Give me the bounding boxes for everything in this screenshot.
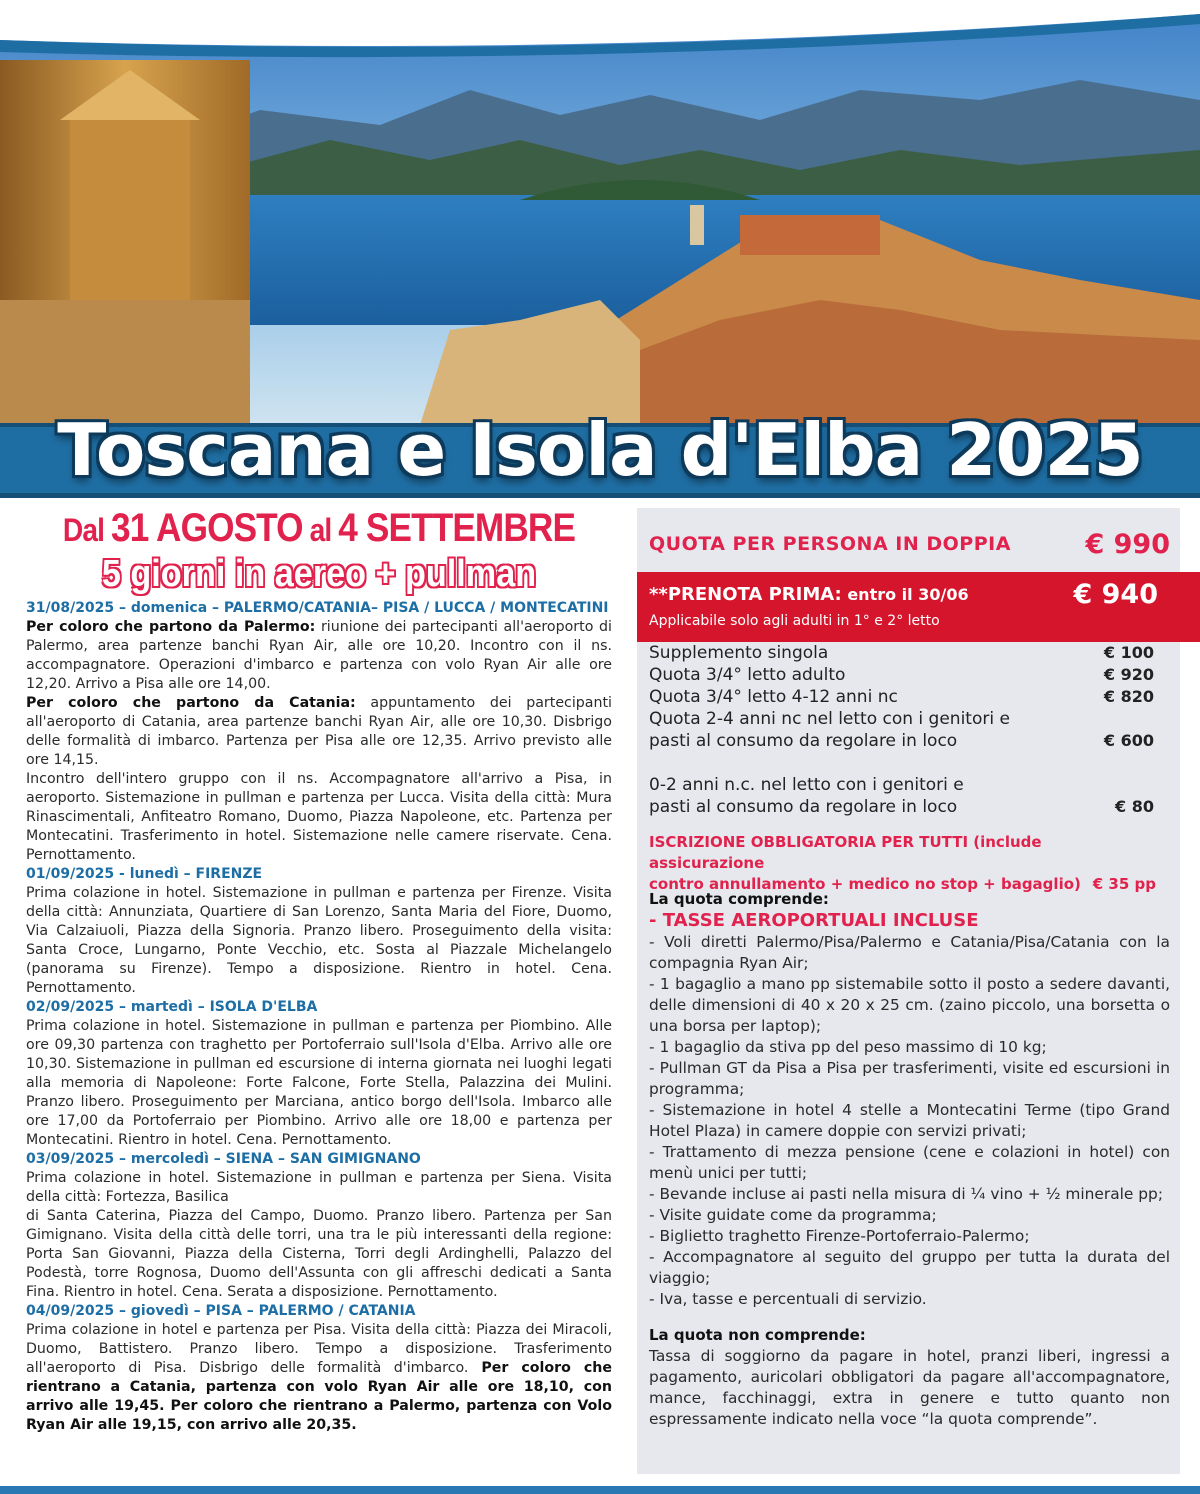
supplement-label: Supplemento singola xyxy=(649,643,829,663)
includes-item: - Biglietto traghetto Firenze-Portoferraio-Palermo; xyxy=(649,1227,1030,1245)
registration-line: contro annullamento + medico no stop + bagaglio) xyxy=(649,875,1081,893)
day-heading: 01/09/2025 - lunedì – FIRENZE xyxy=(26,866,263,882)
supplement-value: € 920 xyxy=(1103,665,1154,684)
date-connector: al xyxy=(302,512,339,548)
supplement-row xyxy=(649,708,1154,730)
promo-label xyxy=(649,583,969,607)
airport-taxes-note: - TASSE AEROPORTUALI INCLUSE xyxy=(649,910,979,931)
includes-item: - 1 bagaglio da stiva pp del peso massimo di 10 kg; xyxy=(649,1038,1047,1056)
not-included-text: Tassa di soggiorno da pagare in hotel, pranzi liberi, ingressi a pagamento, auricolari obbligatori da pagare all'accompagnatore, mance, facchinaggi, extra in genere e tutto quanto non espressamente indicato nella voce “la quota comprende”. xyxy=(649,1347,1170,1428)
includes-item: - Voli diretti Palermo/Pisa/Palermo e Catania/Pisa/Catania con la compagnia Ryan Air; xyxy=(649,933,1170,972)
day-paragraph: Incontro dell'intero gruppo con il ns. Accompagnatore all'arrivo a Pisa, in aeroporto. Sistemazione in pullman e partenza per Lucca. Visita della città: Mura Rinascimentali, Anfiteatro Romano, Duomo, Piazza Napoleone, etc. Partenza per Montecatini. Trasferimento in hotel. Sistemazione nelle camere riservate. Cena. Pernottamento. xyxy=(26,771,612,863)
end-date: 4 SETTEMBRE xyxy=(338,506,576,550)
includes-heading: La quota comprende: xyxy=(649,890,829,908)
includes-item: - Bevande incluse ai pasti nella misura di ¼ vino + ½ minerale pp; xyxy=(649,1185,1164,1203)
quota-price: € 990 xyxy=(1085,528,1170,560)
supplement-row xyxy=(649,774,1154,796)
day-text: riunione dei partecipanti all'aeroporto di Palermo, area partenze banchi Ryan Air, alle ore 10,20. Incontro con il ns. accompagnatore. Operazioni d'imbarco e partenza con volo Ryan Air alle ore 12,20. Arrivo a Pisa alle ore 14,00. xyxy=(26,619,612,692)
supplement-label: Quota 2-4 anni nc nel letto con i genitori e xyxy=(649,709,1010,729)
includes-item: - Sistemazione in hotel 4 stelle a Montecatini Terme (tipo Grand Hotel Plaza) in camere doppie con servizi privati; xyxy=(649,1101,1170,1140)
day-text: appuntamento dei partecipanti all'aeroporto di Catania, area partenze banchi Ryan Air, alle ore 10,30. Disbrigo delle formalità di imbarco. Partenza per Pisa alle ore 12,35. Arrivo previsto alle ore 14,15. xyxy=(26,695,612,768)
supplement-row xyxy=(649,730,1154,752)
supplement-value: € 80 xyxy=(1115,797,1154,816)
day-heading: 31/08/2025 – domenica – PALERMO/CATANIA– PISA / LUCCA / MONTECATINI xyxy=(26,600,609,616)
itinerary-text xyxy=(26,599,612,1435)
supplement-label: pasti al consumo da regolare in loco xyxy=(649,797,958,817)
includes-item: - Accompagnatore al seguito del gruppo per tutta la durata del viaggio; xyxy=(649,1248,1170,1287)
day-paragraph xyxy=(26,694,612,770)
supplement-value: € 600 xyxy=(1103,731,1154,750)
includes-section xyxy=(649,888,1170,1430)
supplement-row xyxy=(649,686,1154,708)
day-text: Prima colazione in hotel e partenza per Pisa. Visita della città: Piazza dei Miracoli, Duomo, Battistero. Pranzo libero. Tempo a disposizione. Trasferimento all'aeroporto di Pisa. Disbrigo delle formalità d'imbarco. xyxy=(26,1322,612,1376)
day-heading: 02/09/2025 – martedì – ISOLA D'ELBA xyxy=(26,999,318,1015)
quota-label: QUOTA PER PERSONA IN DOPPIA xyxy=(649,533,1011,555)
supplement-value: € 820 xyxy=(1103,687,1154,706)
day-paragraph: Prima colazione in hotel. Sistemazione in pullman e partenza per Firenze. Visita della città: Annunziata, Quartiere di San Lorenzo, Santa Maria del Fiore, Duomo, Via Calzaiuoli, Piazza della Signoria. Pranzo libero. Proseguimento della visita: Santa Croce, Lungarno, Ponte Vecchio, etc. Sosta al Piazzale Michelangelo (panorama su Firenze). Tempo a disposizione. Rientro in hotel. Cena. Pernottamento. xyxy=(26,885,612,996)
date-range xyxy=(61,505,577,553)
landscape-photo-icon xyxy=(0,0,1200,425)
supplement-row xyxy=(649,642,1154,664)
includes-item: - Iva, tasse e percentuali di servizio. xyxy=(649,1290,927,1308)
registration-line: ISCRIZIONE OBBLIGATORIA PER TUTTI (include assicurazione xyxy=(649,833,1042,872)
supplement-label: 0-2 anni n.c. nel letto con i genitori e xyxy=(649,775,964,795)
day-paragraph: Prima colazione in hotel. Sistemazione in pullman e partenza per Siena. Visita della città: Fortezza, Basilica xyxy=(26,1170,612,1205)
registration-fee xyxy=(649,832,1156,895)
day-bold: Per coloro che partono da Catania: xyxy=(26,695,356,711)
itinerary-column xyxy=(26,505,612,1435)
supplement-label: Quota 3/4° letto adulto xyxy=(649,665,846,685)
promo-label-strong: **PRENOTA PRIMA: xyxy=(649,584,842,605)
promo-price: € 940 xyxy=(1073,579,1158,610)
date-prefix: Dal xyxy=(62,512,112,548)
includes-item: - Pullman GT da Pisa a Pisa per trasferimenti, visite ed escursioni in programma; xyxy=(649,1059,1170,1098)
supplement-value: € 100 xyxy=(1103,643,1154,662)
supplement-label: pasti al consumo da regolare in loco xyxy=(649,731,958,751)
day-heading: 03/09/2025 – mercoledì – SIENA – SAN GIMIGNANO xyxy=(26,1151,421,1167)
day-paragraph: di Santa Caterina, Piazza del Campo, Duomo. Pranzo libero. Partenza per San Gimignano. Visita della città delle torri, una tra le più interessanti della regione: Porta San Giovanni, Piazza della Cisterna, Torri degli Ardinghelli, Palazzo del Podestà, torre Rognosa, Duomo dell'Assunta con gli affreschi dedicati a Santa Fina. Rientro in hotel. Cena. Serata a disposizione. Pernottamento. xyxy=(26,1208,612,1300)
registration-price: € 35 pp xyxy=(1092,875,1156,893)
day-heading: 04/09/2025 – giovedì – PISA – PALERMO / CATANIA xyxy=(26,1303,416,1319)
hero-image xyxy=(0,0,1200,425)
promo-box xyxy=(637,572,1200,642)
includes-item: - Visite guidate come da programma; xyxy=(649,1206,937,1224)
supplement-row xyxy=(649,664,1154,686)
trip-subtitle: 5 giorni in aereo + pullman xyxy=(101,553,537,595)
day-paragraph xyxy=(26,1321,612,1435)
day-paragraph xyxy=(26,618,612,694)
includes-item: - Trattamento di mezza pensione (cene e colazioni in hotel) con menù unici per tutti; xyxy=(649,1143,1170,1182)
supplement-row xyxy=(649,796,1154,818)
promo-deadline: entro il 30/06 xyxy=(841,585,969,604)
pricing-panel xyxy=(637,508,1180,1474)
page-title: Toscana e Isola d'Elba 2025 xyxy=(57,408,1143,492)
supplements-list xyxy=(649,642,1154,818)
supplement-label: Quota 3/4° letto 4-12 anni nc xyxy=(649,687,898,707)
quota-row xyxy=(649,524,1170,564)
bottom-bar xyxy=(0,1486,1200,1494)
start-date: 31 AGOSTO xyxy=(111,506,303,550)
includes-item: - 1 bagaglio a mano pp sistemabile sotto il posto a sedere davanti, delle dimensioni di 40 x 20 x 25 cm. (zaino piccolo, una borsetta o una borsa per laptop); xyxy=(649,975,1170,1035)
day-bold: Per coloro che rientrano a Catania, partenza con volo Ryan Air alle ore 18,10, con arrivo alle 19,45. Per coloro che rientrano a Palermo, partenza con Volo Ryan Air alle 19,15, con arrivo alle 20,35. xyxy=(26,1360,612,1433)
day-paragraph: Prima colazione in hotel. Sistemazione in pullman e partenza per Piombino. Alle ore 09,30 partenza con traghetto per Portoferraio sull'Isola d'Elba. Arrivo alle ore 10,30. Sistemazione in pullman ed escursione di interna giornata nei luoghi legati alla memoria di Napoleone: Forte Falcone, Forte Stella, Palazzina dei Mulini. Pranzo libero. Proseguimento per Marciana, antico borgo dell'Isola. Imbarco alle ore 17,00 da Portoferraio per Piombino. Arrivo alle ore 18,00 e partenza per Montecatini. Rientro in hotel. Cena. Pernottamento. xyxy=(26,1018,612,1148)
not-included-heading: La quota non comprende: xyxy=(649,1326,866,1344)
promo-note: Applicabile solo agli adulti in 1° e 2° letto xyxy=(649,613,940,629)
day-bold: Per coloro che partono da Palermo: xyxy=(26,619,316,635)
